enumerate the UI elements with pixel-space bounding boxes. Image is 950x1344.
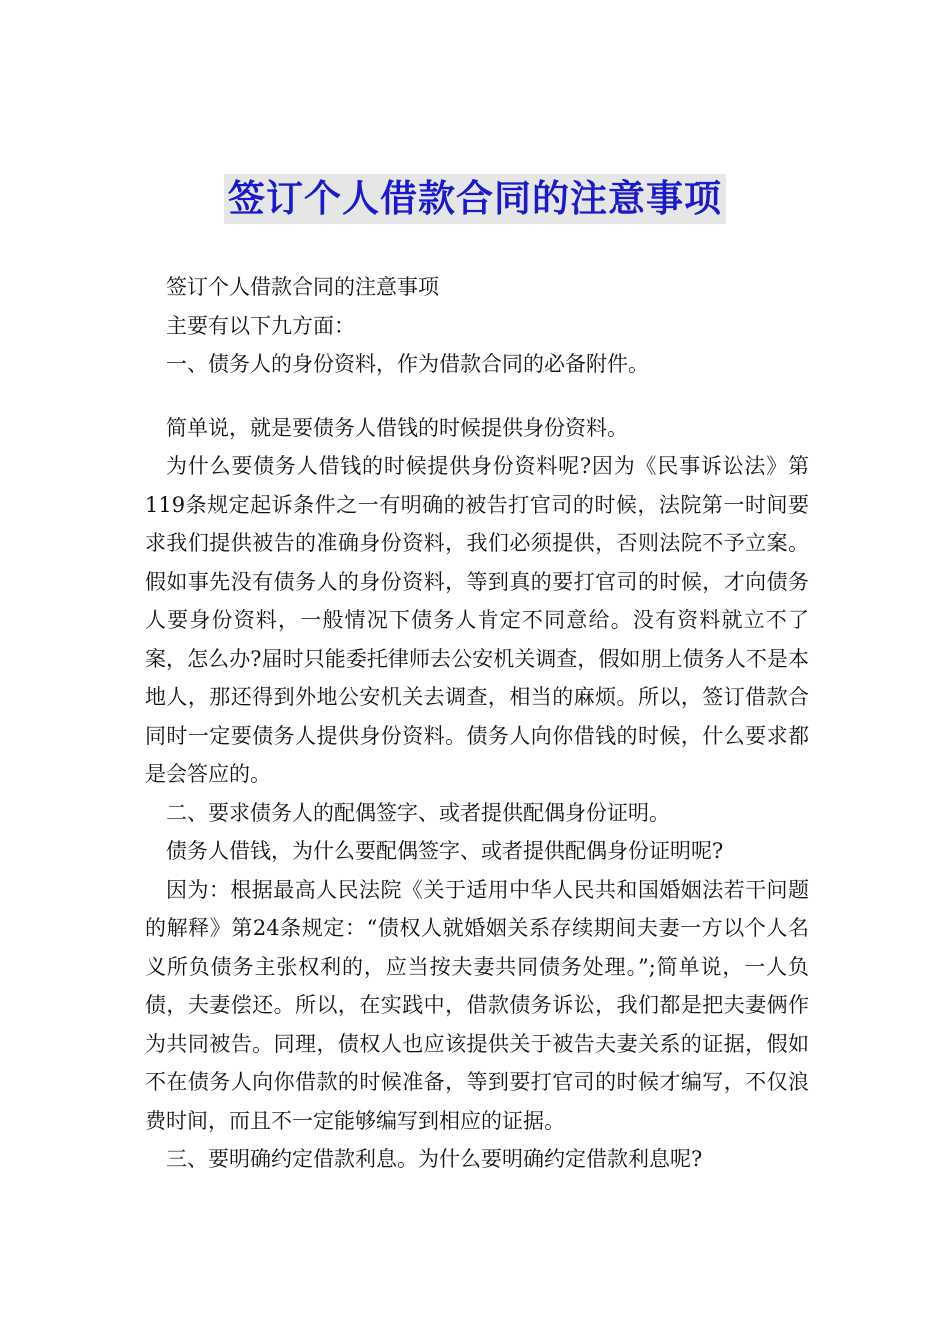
paragraph-section-3: 三、要明确约定借款利息。为什么要明确约定借款利息呢? [166, 1147, 703, 1171]
document-body [145, 268, 809, 1179]
paragraph-summary-1: 简单说，就是要债务人借钱的时候提供身份资料。 [166, 415, 628, 440]
document-title: 签订个人借款合同的注意事项 [224, 174, 726, 224]
paragraph-explanation-2: 因为：根据最高人民法院《关于适用中华人民共和国婚姻法若干问题的解释》第24条规定：“债权人就婚姻关系存续期间夫妻一方以个人名义所负债务主张权利的，应当按夫妻共同债务处理。”;简单说，一人负债，夫妻偿还。所以，在实践中，借款债务诉讼，我们都是把夫妻俩作为共同被告。同理，债权人也应该提供关于被告夫妻关系的证据，假如不在债务人向你借款的时候准备，等到要打官司的时候才编写，不仅浪费时间，而且不一定能够编写到相应的证据。 [145, 877, 809, 1133]
paragraph-explanation-1: 为什么要债务人借钱的时候提供身份资料呢?因为《民事诉讼法》第119条规定起诉条件之一有明确的被告打官司的时候，法院第一时间要求我们提供被告的准确身份资料，我们必须提供，否则法院不予立案。假如事先没有债务人的身份资料，等到真的要打官司的时候，才向债务人要身份资料，一般情况下债务人肯定不同意给。没有资料就立不了案，怎么办?届时只能委托律师去公安机关调查，假如朋上债务人不是本地人，那还得到外地公安机关去调查，相当的麻烦。所以，签订借款合同时一定要债务人提供身份资料。债务人向你借钱的时候，什么要求都是会答应的。 [145, 454, 809, 786]
paragraph-question-2: 债务人借钱，为什么要配偶签字、或者提供配偶身份证明呢? [166, 839, 724, 863]
paragraph-intro: 主要有以下九方面： [166, 313, 355, 338]
paragraph-heading: 签订个人借款合同的注意事项 [166, 275, 439, 299]
title-container [0, 174, 950, 224]
paragraph-section-2: 二、要求债务人的配偶签字、或者提供配偶身份证明。 [166, 800, 670, 825]
paragraph-section-1: 一、债务人的身份资料，作为借款合同的必备附件。 [166, 352, 649, 376]
